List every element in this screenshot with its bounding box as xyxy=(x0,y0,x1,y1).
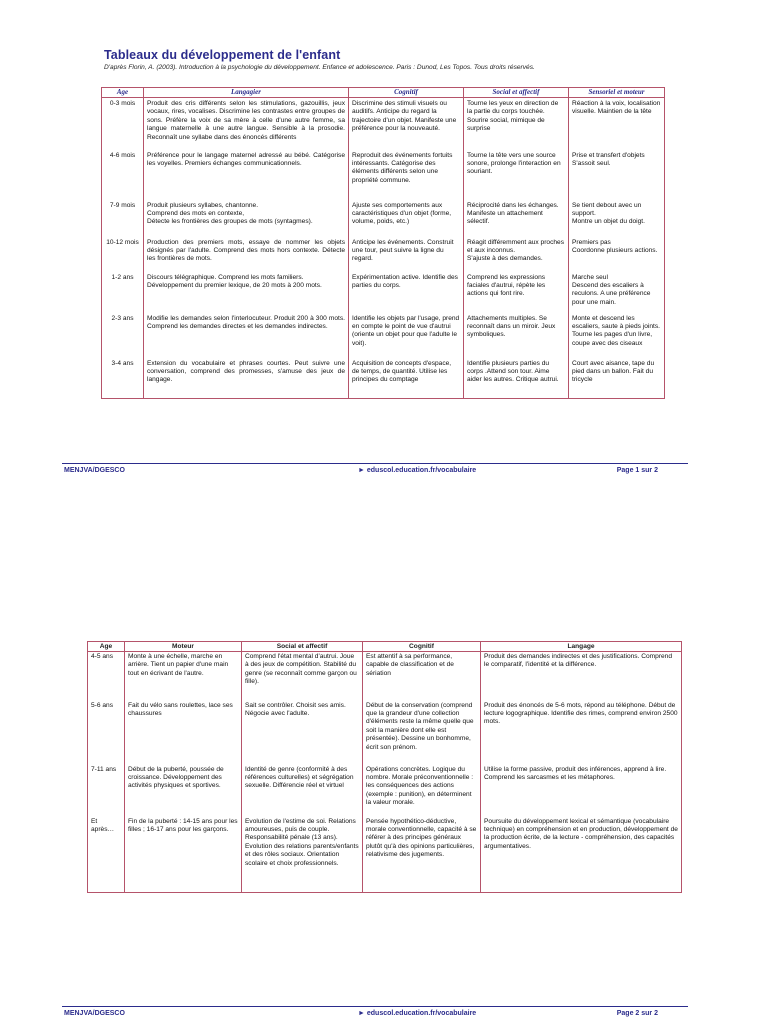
cell-cognitif: Acquisition de concepts d'espace, de temps, de quantité. Utilise les principes du comptage xyxy=(349,358,464,399)
cell-moteur: Fin de la puberté : 14-15 ans pour les filles ; 16-17 ans pour les garçons. xyxy=(125,817,242,893)
header-age: Age xyxy=(102,88,144,98)
cell-social-affectif: Réciprocité dans les échanges. Manifeste un attachement sélectif. xyxy=(464,200,569,237)
cell-social-affectif: Tourne la tête vers une source sonore, prolonge l'interaction en souriant. xyxy=(464,150,569,200)
header-sensoriel-moteur: Sensoriel et moteur xyxy=(569,88,665,98)
header-langagier: Langagier xyxy=(144,88,349,98)
cell-cognitif: Identifie les objets par l'usage, prend en compte le point de vue d'autrui (oriente un objet pour que l'adulte le voit). xyxy=(349,313,464,358)
cell-langagier: Extension du vocabulaire et phrases courtes. Peut suivre une conversation, comprend des promesses, s'amuse des jeux de langage. xyxy=(144,358,349,399)
cell-langagier: Modifie les demandes selon l'interlocuteur. Produit 200 à 300 mots. Comprend les demandes directes et les demandes indirectes. xyxy=(144,313,349,358)
cell-langagier: Préférence pour le langage maternel adressé au bébé. Catégorise les voyelles. Premiers échanges communicationnels. xyxy=(144,150,349,200)
cell-langage: Produit des demandes indirectes et des justifications. Comprend le comparatif, l'identité et la différence. xyxy=(481,652,682,701)
cell-social-affectif: Réagit différemment aux proches et aux inconnus. S'ajuste à des demandes. xyxy=(464,237,569,272)
cell-age: 7-11 ans xyxy=(88,765,125,817)
cell-social-affectif: Evolution de l'estime de soi. Relations amoureuses, puis de couple. Responsabilité pénale (13 ans). Evolution des relations parents/enfants et des rôles sociaux. Orientation scolaire et choix professionnels. xyxy=(242,817,363,893)
table-row xyxy=(88,765,682,817)
cell-age: 7-9 mois xyxy=(102,200,144,237)
cell-sensoriel-moteur: Se tient debout avec un support. Montre un objet du doigt. xyxy=(569,200,665,237)
table-row xyxy=(102,200,665,237)
header-social-affectif: Social et affectif xyxy=(242,642,363,652)
cell-moteur: Monte à une échelle, marche en arrière. Tient un papier d'une main tout en écrivant de l'autre. xyxy=(125,652,242,701)
table-row xyxy=(102,98,665,150)
cell-age: 3-4 ans xyxy=(102,358,144,399)
header-cognitif: Cognitif xyxy=(363,642,481,652)
cell-langage: Produit des énoncés de 5-6 mots, répond au téléphone. Début de lecture logographique. Identifie des rimes, comprend environ 2500 mots. xyxy=(481,701,682,765)
cell-sensoriel-moteur: Court avec aisance, tape du pied dans un ballon. Fait du tricycle xyxy=(569,358,665,399)
footer-page-number: Page 2 sur 2 xyxy=(616,1010,658,1017)
cell-social-affectif: Identifie plusieurs parties du corps .Attend son tour. Aime aider les autres. Critique autrui. xyxy=(464,358,569,399)
cell-cognitif: Opérations concrètes. Logique du nombre. Morale préconventionnelle : les conséquences des actions (exemple : punition), en déterminent la valeur morale. xyxy=(363,765,481,817)
footer-rule xyxy=(62,463,688,464)
table-row xyxy=(102,358,665,399)
cell-cognitif: Reproduit des événements fortuits intéressants. Catégorise des éléments différents selon une propriété commune. xyxy=(349,150,464,200)
header-langage: Langage xyxy=(481,642,682,652)
table-header-row xyxy=(102,88,665,98)
cell-sensoriel-moteur: Marche seul Descend des escaliers à reculons. A une préférence pour une main. xyxy=(569,272,665,313)
cell-age: 10-12 mois xyxy=(102,237,144,272)
cell-sensoriel-moteur: Monte et descend les escaliers, saute à pieds joints. Tourne les pages d'un livre, coupe avec des ciseaux xyxy=(569,313,665,358)
cell-age: 0-3 mois xyxy=(102,98,144,150)
cell-langagier: Production des premiers mots, essaye de nommer les objets désignés par l'adulte. Comprend des mots hors contexte. Détecte les frontières de mots. xyxy=(144,237,349,272)
cell-cognitif: Anticipe les événements. Construit une tour, peut suivre la ligne du regard. xyxy=(349,237,464,272)
footer-organization: MENJVA/DGESCO xyxy=(64,1010,125,1017)
cell-sensoriel-moteur: Prise et transfert d'objets S'assoit seul. xyxy=(569,150,665,200)
cell-age: 2-3 ans xyxy=(102,313,144,358)
cell-langage: Utilise la forme passive, produit des inférences, apprend à lire. Comprend les sarcasmes et les métaphores. xyxy=(481,765,682,817)
cell-langage: Poursuite du développement lexical et sémantique (vocabulaire technique) en compréhension et en production, développement de la production écrite, de la lecture - compréhension, des capacités argumentatives. xyxy=(481,817,682,893)
header-cognitif: Cognitif xyxy=(349,88,464,98)
table-row xyxy=(102,237,665,272)
cell-langagier: Produit plusieurs syllabes, chantonne. Comprend des mots en contexte, Détecte les frontières des groupes de mots (syntagmes). xyxy=(144,200,349,237)
footer-organization: MENJVA/DGESCO xyxy=(64,467,125,474)
footer-page-number: Page 1 sur 2 xyxy=(616,467,658,474)
cell-cognitif: Expérimentation active. Identifie des parties du corps. xyxy=(349,272,464,313)
footer-rule xyxy=(62,1006,688,1007)
cell-social-affectif: Sait se contrôler. Choisit ses amis. Négocie avec l'adulte. xyxy=(242,701,363,765)
cell-sensoriel-moteur: Premiers pas Coordonne plusieurs actions. xyxy=(569,237,665,272)
header-social-affectif: Social et affectif xyxy=(464,88,569,98)
table-header-row xyxy=(88,642,682,652)
table-row xyxy=(88,817,682,893)
cell-social-affectif: Identité de genre (conformité à des références culturelles) et ségrégation sexuelle. Différencie réel et virtuel xyxy=(242,765,363,817)
development-table-page1 xyxy=(101,87,665,399)
cell-moteur: Fait du vélo sans roulettes, lace ses chaussures xyxy=(125,701,242,765)
cell-cognitif: Ajuste ses comportements aux caractéristiques d'un objet (forme, volume, poids, etc.) xyxy=(349,200,464,237)
cell-social-affectif: Attachements multiples. Se reconnaît dans un miroir. Jeux symboliques. xyxy=(464,313,569,358)
cell-age: 4-5 ans xyxy=(88,652,125,701)
header-moteur: Moteur xyxy=(125,642,242,652)
cell-social-affectif: Comprend l'état mental d'autrui. Joue à des jeux de compétition. Stabilité du genre (se reconnaît comme garçon ou fille). xyxy=(242,652,363,701)
development-table-page2 xyxy=(87,641,682,893)
cell-cognitif: Début de la conservation (comprend que la grandeur d'une collection d'éléments reste la même quelle que soit la manière dont elle est présentée). Dessine un bonhomme, écrit son prénom. xyxy=(363,701,481,765)
cell-cognitif: Pensée hypothético-déductive, morale conventionnelle, capacité à se référer à des principes généraux plutôt qu'à des opinions particulières, relativisme des jugements. xyxy=(363,817,481,893)
cell-cognitif: Discrimine des stimuli visuels ou auditifs. Anticipe du regard la trajectoire d'un objet. Manifeste une préférence pour la nouveauté. xyxy=(349,98,464,150)
table-row xyxy=(102,272,665,313)
footer-link[interactable]: ► eduscol.education.fr/vocabulaire xyxy=(358,467,477,474)
footer-link[interactable]: ► eduscol.education.fr/vocabulaire xyxy=(358,1010,477,1017)
cell-sensoriel-moteur: Réaction à la voix, localisation visuelle. Maintien de la tête xyxy=(569,98,665,150)
header-age: Age xyxy=(88,642,125,652)
cell-langagier: Produit des cris différents selon les stimulations, gazouillis, jeux vocaux, rires, vocalises. Discrimine les contrastes entre groupes de sons. Préfère la voix de sa mère à celle d'une autre femme, sa langue maternelle à une autre langue. Sensible à la prosodie. Reconnaît une syllabe dans des énoncés différents xyxy=(144,98,349,150)
document-title: Tableaux du développement de l'enfant xyxy=(104,48,341,62)
document-source: D'après Florin, A. (2003). Introduction à la psychologie du développement. Enfance et adolescence. Paris : Dunod, Les Topos. Tous droits réservés. xyxy=(104,64,535,71)
table-row xyxy=(88,652,682,701)
table-row xyxy=(102,313,665,358)
cell-age: 5-6 ans xyxy=(88,701,125,765)
cell-age: Et après… xyxy=(88,817,125,893)
cell-cognitif: Est attentif à sa performance, capable de classification et de sériation xyxy=(363,652,481,701)
table-row xyxy=(102,150,665,200)
cell-langagier: Discours télégraphique. Comprend les mots familiers. Développement du premier lexique, de 20 mots à 200 mots. xyxy=(144,272,349,313)
cell-social-affectif: Tourne les yeux en direction de la partie du corps touchée. Sourire social, mimique de surprise xyxy=(464,98,569,150)
table-row xyxy=(88,701,682,765)
cell-moteur: Début de la puberté, poussée de croissance. Développement des activités physiques et sportives. xyxy=(125,765,242,817)
cell-social-affectif: Comprend les expressions faciales d'autrui, répète les actions qui font rire. xyxy=(464,272,569,313)
cell-age: 1-2 ans xyxy=(102,272,144,313)
cell-age: 4-6 mois xyxy=(102,150,144,200)
